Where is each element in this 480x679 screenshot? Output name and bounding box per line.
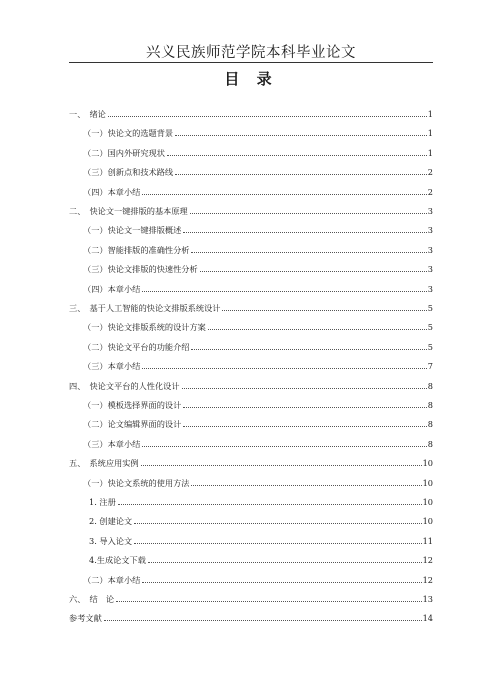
toc-entry-label: （一）模板选择界面的设计	[83, 400, 182, 410]
toc-entry[interactable]	[69, 590, 433, 604]
toc-dot-leader	[134, 543, 421, 544]
toc-dot-leader	[183, 232, 427, 233]
toc-entry[interactable]	[69, 357, 433, 371]
toc-dot-leader	[116, 601, 422, 602]
toc-entry-label: 一、 绪论	[69, 109, 106, 119]
toc-dot-leader	[142, 368, 426, 369]
toc-dot-leader	[118, 504, 422, 505]
toc-entry-label: （二）论文编辑界面的设计	[83, 419, 182, 430]
toc-entry[interactable]	[69, 105, 433, 119]
toc-entry[interactable]	[69, 318, 433, 332]
toc-dot-leader	[141, 465, 422, 466]
toc-entry-label: 二、 快论文一键排版的基本原理	[69, 206, 188, 216]
toc-entry-page: 8	[427, 380, 433, 391]
toc-dot-leader	[183, 407, 427, 408]
toc-entry-label: （二）智能排版的准确性分析	[83, 244, 190, 255]
toc-entry-page: 2	[427, 167, 433, 178]
toc-dot-leader	[175, 174, 427, 175]
toc-entry[interactable]	[69, 163, 433, 177]
toc-entry-label: （一）快论文系统的使用方法	[83, 477, 190, 488]
toc-dot-leader	[222, 310, 426, 311]
toc-entry-page: 3	[427, 283, 433, 294]
toc-entry-label: 2. 创建论文	[89, 516, 133, 527]
toc-entry-label: （三）本章小结	[83, 438, 141, 449]
toc-entry-page: 10	[422, 458, 433, 469]
toc-entry-label: （二）快论文平台的功能介绍	[83, 341, 190, 352]
toc-entry-label: 五、 系统应用实例	[69, 458, 139, 469]
toc-entry-page: 5	[427, 322, 433, 333]
toc-entry[interactable]	[69, 415, 433, 429]
toc-entry[interactable]	[69, 493, 433, 507]
toc-entry-label: （一）快论文排版系统的设计方案	[83, 322, 206, 333]
toc-dot-leader	[142, 582, 421, 583]
toc-entry[interactable]	[69, 338, 433, 352]
toc-dot-leader	[134, 523, 421, 524]
toc-entry[interactable]	[69, 396, 433, 410]
toc-entry-page: 1	[427, 147, 433, 158]
toc-entry[interactable]	[69, 202, 433, 216]
toc-dot-leader	[190, 213, 427, 214]
toc-entry[interactable]	[69, 454, 433, 468]
toc-entry-page: 12	[422, 555, 433, 566]
toc-entry-label: （三）创新点和技术路线	[83, 167, 174, 178]
toc-entry-page: 5	[427, 341, 433, 352]
toc-entry-page: 10	[422, 516, 433, 527]
toc-entry-page: 14	[422, 613, 433, 624]
toc-entry-page: 10	[422, 497, 433, 507]
toc-entry[interactable]	[69, 435, 433, 449]
toc-entry-label: （二）国内外研究现状	[83, 147, 165, 158]
toc-entry[interactable]	[69, 124, 433, 138]
toc-entry-label: （四）本章小结	[83, 186, 141, 197]
toc-entry-label: （一）快论文一键排版概述	[83, 225, 182, 236]
toc-entry-page: 8	[427, 419, 433, 430]
toc-dot-leader	[182, 388, 427, 389]
toc-dot-leader	[142, 446, 426, 447]
toc-dot-leader	[142, 194, 426, 195]
toc-entry-page: 7	[427, 361, 433, 372]
toc-entry-label: （三）本章小结	[83, 361, 141, 372]
toc-dot-leader	[167, 155, 427, 156]
toc-entry-label: 参考文献	[69, 613, 102, 624]
toc-entry[interactable]	[69, 551, 433, 565]
toc-entry-page: 5	[427, 303, 433, 313]
toc-dot-leader	[191, 485, 421, 486]
toc-entry-page: 3	[427, 264, 433, 275]
toc-dot-leader	[175, 135, 427, 136]
toc-dot-leader	[142, 291, 426, 292]
toc-entry-label: 1. 注册	[89, 497, 116, 507]
toc-entry[interactable]	[69, 609, 433, 623]
toc-entry-label: （三）快论文排版的快速性分析	[83, 264, 198, 275]
toc-entry[interactable]	[69, 299, 433, 313]
toc-entry[interactable]	[69, 377, 433, 391]
toc-title: 目 录	[224, 70, 278, 88]
toc-entry-label: （一）快论文的选题背景	[83, 128, 174, 139]
toc-entry-label: 三、 基于人工智能的快论文排版系统设计	[69, 303, 221, 313]
toc-entry-label: 六、 结 论	[69, 594, 115, 604]
toc-entry-page: 3	[427, 225, 433, 236]
toc-entry-page: 11	[422, 535, 433, 546]
toc-entry-page: 12	[422, 574, 433, 585]
toc-dot-leader	[108, 116, 427, 117]
toc-entry[interactable]	[69, 241, 433, 255]
toc-entry-page: 1	[427, 128, 433, 139]
toc-entry-label: 4.生成论文下载	[89, 555, 146, 566]
toc-entry-page: 3	[427, 244, 433, 255]
toc-entry[interactable]	[69, 474, 433, 488]
header-divider	[69, 62, 433, 63]
toc-entry-page: 2	[427, 186, 433, 197]
toc-entry-label: 3. 导入论文	[89, 535, 133, 546]
toc-entry-page: 3	[427, 206, 433, 216]
toc-dot-leader	[191, 349, 426, 350]
toc-entry-page: 13	[422, 594, 433, 604]
toc-dot-leader	[200, 271, 427, 272]
page-header-title: 兴义民族师范学院本科毕业论文	[146, 45, 356, 61]
toc-entry-page: 8	[427, 400, 433, 410]
toc-entry-label: （二）本章小结	[83, 574, 141, 585]
toc-entry[interactable]	[69, 144, 433, 158]
toc-entry[interactable]	[69, 512, 433, 526]
toc-dot-leader	[104, 620, 422, 621]
toc-entry-label: 四、 快论文平台的人性化设计	[69, 380, 180, 391]
toc-entry-label: （四）本章小结	[83, 283, 141, 294]
toc-entry[interactable]	[69, 571, 433, 585]
toc-entry[interactable]	[69, 532, 433, 546]
toc-entry-page: 10	[422, 477, 433, 488]
toc-entry-page: 1	[427, 109, 433, 119]
toc-dot-leader	[183, 426, 427, 427]
toc-entry[interactable]	[69, 260, 433, 274]
toc-entry[interactable]	[69, 183, 433, 197]
toc-dot-leader	[148, 562, 422, 563]
toc-dot-leader	[208, 329, 427, 330]
toc-dot-leader	[191, 252, 426, 253]
toc-entry-page: 8	[427, 438, 433, 449]
toc-entry[interactable]	[69, 221, 433, 235]
toc-entry[interactable]	[69, 280, 433, 294]
